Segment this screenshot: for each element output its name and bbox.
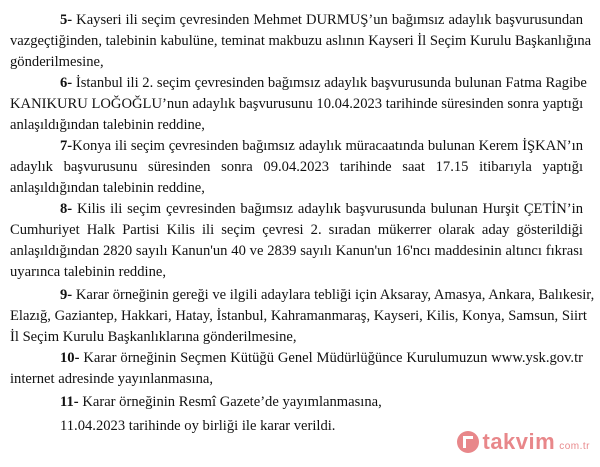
paragraph-9-number: 9- xyxy=(60,287,73,303)
paragraph-5-line-2: vazgeçtiğinden, talebinin kabulüne, teminat makbuzu aslının Kayseri İl Seçim Kurulu Başkanlığına xyxy=(10,33,592,49)
paragraph-10-line-1: 10- Karar örneğinin Seçmen Kütüğü Genel Müdürlüğünce Kurulumuzun www.ysk.gov.tr xyxy=(60,350,583,366)
paragraph-5-line-1: 5- Kayseri ili seçim çevresinden Mehmet DURMUŞ’un bağımsız adaylık başvurusundan xyxy=(60,12,583,28)
paragraph-11 xyxy=(10,392,583,413)
paragraph-5 xyxy=(10,10,592,73)
paragraph-6-number: 6- xyxy=(60,75,73,91)
paragraph-7-line-1: 7-Konya ili seçim çevresinden bağımsız adaylık müracaatında bulunan Kerem İŞKAN’ın xyxy=(60,138,583,154)
paragraph-9-line-3: İl Seçim Kurulu Başkanlıklarına gönderilmesine, xyxy=(10,329,297,345)
paragraph-8 xyxy=(10,199,583,283)
paragraph-7-number: 7- xyxy=(60,138,73,154)
paragraph-8-line-1: 8- Kilis ili seçim çevresinden bağımsız adaylık başvurusunda bulunan Hurşit ÇETİN’in xyxy=(60,201,583,217)
paragraph-8-line-4: uyarınca talebinin reddine, xyxy=(10,264,167,280)
paragraph-9 xyxy=(10,285,595,348)
paragraph-8-line-3: anlaşıldığından 2820 sayılı Kanun'un 40 ve 2839 sayılı Kanun'un 16'ncı maddesinin altıncı fıkrası xyxy=(10,243,583,259)
paragraph-6 xyxy=(10,73,587,136)
paragraph-9-line-2: Elazığ, Gaziantep, Hakkari, Hatay, İstanbul, Kahramanmaraş, Kayseri, Kilis, Konya, Samsun, Siirt xyxy=(10,308,587,324)
paragraph-7-line-2: adaylık başvurusunu süresinden sonra 09.04.2023 tarihinde saat 17.15 itibarıyla yaptığı xyxy=(10,159,583,175)
paragraph-5-line-3: gönderilmesine, xyxy=(10,54,104,70)
paragraph-6-line-2: KANIKURU LOĞOĞLU’nun adaylık başvurusunu 10.04.2023 tarihinde süresinden sonra yaptığı xyxy=(10,96,584,112)
paragraph-6-line-1: 6- İstanbul ili 2. seçim çevresinden bağımsız adaylık başvurusunda bulunan Fatma Ragibe xyxy=(60,75,587,91)
paragraph-10-line-2: internet adresinde yayınlanmasına, xyxy=(10,371,214,387)
takvim-logo-icon xyxy=(457,431,479,453)
paragraph-10-number: 10- xyxy=(60,350,80,366)
paragraph-7 xyxy=(10,136,583,199)
paragraph-9-line-1: 9- Karar örneğinin gereği ve ilgili adaylara tebliği için Aksaray, Amasya, Ankara, Balıkesir, xyxy=(60,287,595,303)
paragraph-5-number: 5- xyxy=(60,12,73,28)
paragraph-11-number: 11- xyxy=(60,394,79,410)
paragraph-10 xyxy=(10,348,583,390)
takvim-watermark-text: takvim xyxy=(482,429,556,454)
paragraph-8-number: 8- xyxy=(60,201,73,217)
takvim-watermark xyxy=(457,429,591,455)
closing-statement-text: 11.04.2023 tarihinde oy birliği ile karar verildi. xyxy=(60,418,336,434)
paragraph-11-line-1: 11- Karar örneğinin Resmî Gazete’de yayımlanmasına, xyxy=(60,394,382,410)
paragraph-7-line-3: anlaşıldığından talebinin reddine, xyxy=(10,180,205,196)
paragraph-6-line-3: anlaşıldığından talebinin reddine, xyxy=(10,117,205,133)
takvim-watermark-suffix: com.tr xyxy=(559,441,590,452)
paragraph-8-line-2: Cumhuriyet Halk Partisi Kilis ili seçim çevresi 2. sıradan mükerrer olarak aday gösterildiği xyxy=(10,222,583,238)
